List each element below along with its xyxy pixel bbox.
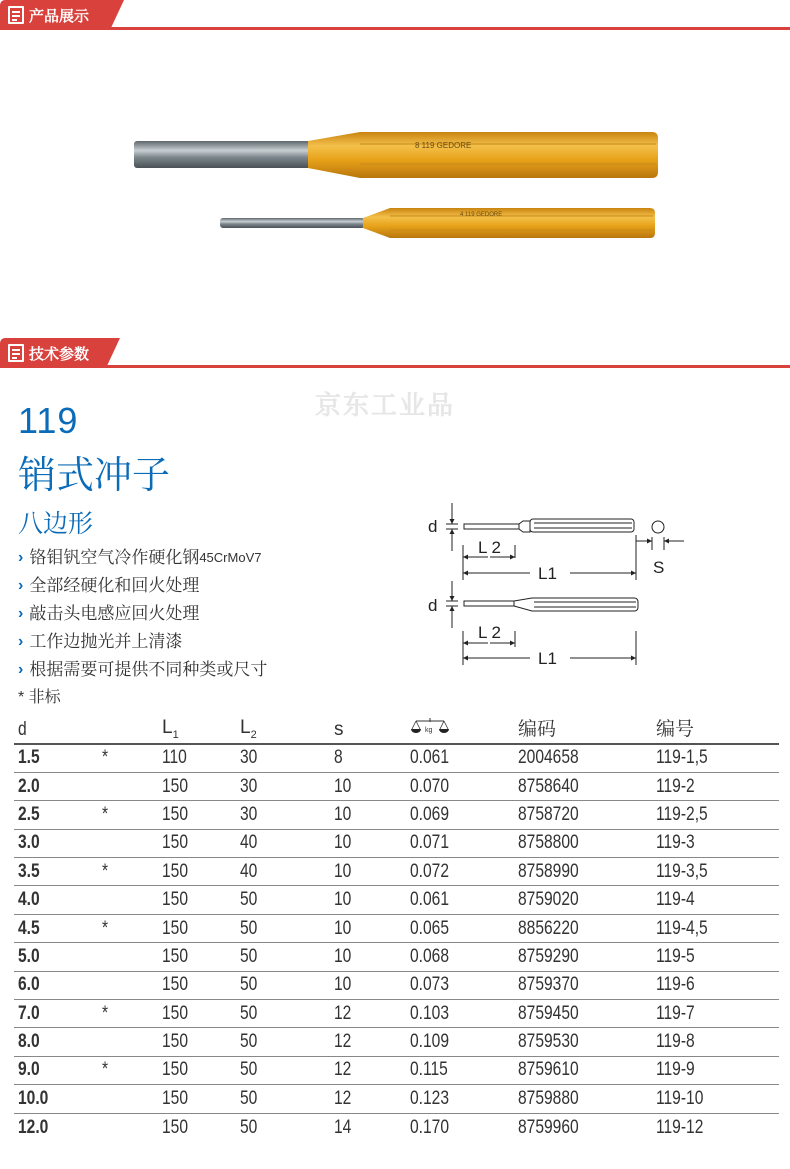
product-subtitle: 八边形 (18, 510, 94, 538)
cell-number: 119-5 (656, 943, 779, 971)
cell-d: 3.0 (14, 829, 102, 857)
cell-weight: 0.070 (410, 772, 518, 800)
table-row (14, 858, 779, 886)
cell-mark (102, 886, 162, 914)
cell-s: 12 (334, 1085, 410, 1113)
cell-number: 119-4,5 (656, 914, 779, 942)
cell-number: 119-4 (656, 886, 779, 914)
col-header-s: s (334, 712, 410, 744)
table-header-row (14, 712, 779, 744)
feature-item: › 根据需要可提供不同种类或尺寸 (18, 656, 267, 684)
cell-code: 8759960 (518, 1116, 579, 1138)
large-punch-label: 8 119 GEDORE (415, 141, 472, 150)
cell-mark (102, 1085, 162, 1113)
cell-mark (102, 943, 162, 971)
feature-item: › 敲击头电感应回火处理 (18, 600, 267, 628)
table-row (14, 914, 779, 942)
cell-mark: * (102, 1056, 162, 1084)
cell-d: 4.0 (14, 886, 102, 914)
product-name: 销式冲子 (18, 455, 171, 497)
feature-list (18, 544, 267, 684)
document-icon (8, 6, 24, 24)
cell-mark: * (102, 801, 162, 829)
cell-s: 10 (334, 772, 410, 800)
table-row (14, 1028, 779, 1056)
cell-d: 3.5 (14, 858, 102, 886)
cell-number: 119-10 (656, 1085, 779, 1113)
cell-number: 119-7 (656, 1000, 779, 1028)
cell-s: 12 (334, 1056, 410, 1084)
cell-weight: 0.123 (410, 1085, 518, 1113)
cell-mark (102, 971, 162, 999)
cell-code: 8758720 (518, 801, 656, 829)
cell-weight: 0.068 (410, 943, 518, 971)
cell-l1: 150 (162, 1116, 188, 1138)
cell-l2: 50 (240, 1056, 334, 1084)
col-header-l2: $L_2$ (240, 712, 334, 744)
chevron-right-icon: › (18, 661, 24, 678)
cell-s: 10 (334, 971, 410, 999)
dim-label-l2: L 2 (478, 538, 502, 557)
chevron-right-icon: › (18, 605, 24, 622)
cell-code: 8758990 (518, 858, 656, 886)
cell-code: 8759880 (518, 1085, 656, 1113)
spec-table (14, 712, 779, 1141)
cell-weight: 0.170 (410, 1116, 449, 1138)
cell-weight: 0.115 (410, 1056, 518, 1084)
cell-code: 8758640 (518, 772, 656, 800)
col-header-code: 编码 (518, 712, 656, 744)
section-header-tech-params (0, 338, 790, 370)
table-row (14, 943, 779, 971)
cell-code: 8758800 (518, 829, 656, 857)
watermark: 京东工业品 (315, 390, 456, 420)
cell-s: 10 (334, 801, 410, 829)
cell-l1: 150 (162, 943, 240, 971)
table-row (14, 772, 779, 800)
dim-label-l2: L 2 (478, 623, 502, 642)
cell-mark (102, 829, 162, 857)
cell-l2: 50 (240, 1000, 334, 1028)
cell-l2: 50 (240, 1116, 258, 1138)
table-row (14, 1056, 779, 1084)
cell-mark (102, 1028, 162, 1056)
cell-l1: 150 (162, 886, 240, 914)
cell-weight: 0.065 (410, 914, 518, 942)
cell-code: 2004658 (518, 744, 656, 772)
cell-weight: 0.072 (410, 858, 518, 886)
dim-label-l1: L1 (538, 649, 557, 668)
cell-s: 10 (334, 943, 410, 971)
chevron-right-icon: › (18, 633, 24, 650)
cell-s: 10 (334, 829, 410, 857)
cell-weight: 0.071 (410, 829, 518, 857)
feature-item: › 全部经硬化和回火处理 (18, 572, 267, 600)
cell-l2: 40 (240, 858, 334, 886)
cell-mark: * (102, 858, 162, 886)
cell-l2: 30 (240, 744, 334, 772)
cell-l1: 150 (162, 801, 240, 829)
cell-l2: 50 (240, 886, 334, 914)
col-header-number: 编号 (656, 712, 779, 744)
table-row (14, 1113, 779, 1141)
cell-code: 8759020 (518, 886, 656, 914)
cell-number: 119-3 (656, 829, 779, 857)
table-row (14, 801, 779, 829)
cell-d: 9.0 (14, 1056, 102, 1084)
table-row (14, 829, 779, 857)
cell-l2: 30 (240, 801, 334, 829)
section-title: 产品展示 (29, 7, 90, 25)
col-header-d: d (14, 712, 102, 744)
cell-l1: 150 (162, 1000, 240, 1028)
col-header-weight (410, 712, 518, 744)
cell-s: 10 (334, 886, 410, 914)
cell-code: 8856220 (518, 914, 656, 942)
cell-number: 119-9 (656, 1056, 779, 1084)
cell-mark: * (102, 744, 162, 772)
cell-weight: 0.061 (410, 886, 518, 914)
cell-l2: 50 (240, 914, 334, 942)
cell-number: 119-3,5 (656, 858, 779, 886)
cell-l1: 150 (162, 1056, 240, 1084)
cell-number: 119-8 (656, 1028, 779, 1056)
cell-code: 8759370 (518, 971, 656, 999)
section-tab (0, 338, 106, 368)
cell-l1: 150 (162, 1028, 240, 1056)
feature-item: › 工作边抛光并上清漆 (18, 628, 267, 656)
table-row (14, 1085, 779, 1113)
cell-mark (102, 772, 162, 800)
cell-l1: 150 (162, 914, 240, 942)
dim-label-d: d (428, 596, 438, 615)
cell-l2: 30 (240, 772, 334, 800)
cell-l1: 150 (162, 829, 240, 857)
cell-l2: 50 (240, 943, 334, 971)
cell-d: 7.0 (14, 1000, 102, 1028)
cell-s: 8 (334, 744, 410, 772)
svg-text:kg: kg (425, 727, 433, 734)
cell-d: 10.0 (14, 1085, 102, 1113)
col-header-l1: $L_1$ (162, 712, 240, 744)
cell-s: 12 (334, 1000, 410, 1028)
scale-weight-icon (410, 717, 450, 735)
table-row (14, 886, 779, 914)
dim-label-s: S (653, 558, 665, 577)
cell-code: 8759290 (518, 943, 656, 971)
cell-weight: 0.061 (410, 744, 518, 772)
cell-weight: 0.103 (410, 1000, 518, 1028)
cell-mark (102, 1113, 162, 1141)
table-row (14, 971, 779, 999)
cell-s: 14 (334, 1116, 352, 1138)
cell-d: 1.5 (14, 744, 102, 772)
section-tab (0, 0, 110, 30)
cell-weight: 0.073 (410, 971, 518, 999)
cell-l2: 50 (240, 1028, 334, 1056)
cell-l1: 150 (162, 858, 240, 886)
cell-d: 5.0 (14, 943, 102, 971)
cell-code: 8759530 (518, 1028, 656, 1056)
cell-s: 10 (334, 858, 410, 886)
cell-number: 119-12 (656, 1116, 704, 1138)
section-title: 技术参数 (29, 345, 90, 363)
cell-code: 8759610 (518, 1056, 656, 1084)
document-icon (8, 344, 24, 362)
cell-weight: 0.109 (410, 1028, 518, 1056)
chevron-right-icon: › (18, 549, 24, 566)
feature-item: › 铬钼钒空气冷作硬化钢 45CrMoV7 (18, 544, 267, 572)
small-punch-label: 4 119 GEDORE (460, 212, 503, 218)
product-image (120, 120, 670, 250)
cell-code: 8759450 (518, 1000, 656, 1028)
cell-number: 119-2,5 (656, 801, 779, 829)
cell-l2: 50 (240, 1085, 334, 1113)
footnote: * 非标 (18, 689, 61, 706)
table-row (14, 744, 779, 772)
cell-d: 4.5 (14, 914, 102, 942)
cell-number: 119-1,5 (656, 744, 779, 772)
cell-number: 119-6 (656, 971, 779, 999)
cell-l1: 110 (162, 744, 240, 772)
dim-label-d: d (428, 517, 438, 536)
table-row (14, 1000, 779, 1028)
cell-s: 12 (334, 1028, 410, 1056)
product-number: 119 (18, 400, 79, 441)
cell-d: 12.0 (18, 1116, 49, 1138)
cell-d: 6.0 (14, 971, 102, 999)
cell-l1: 150 (162, 772, 240, 800)
cell-l2: 50 (240, 971, 334, 999)
cell-d: 8.0 (14, 1028, 102, 1056)
cell-mark: * (102, 1000, 162, 1028)
section-header-product-display (0, 0, 790, 32)
cell-mark: * (102, 914, 162, 942)
cell-l1: 150 (162, 1085, 240, 1113)
dim-label-l1: L1 (538, 564, 557, 583)
cell-s: 10 (334, 914, 410, 942)
cell-d: 2.5 (14, 801, 102, 829)
cell-d: 2.0 (14, 772, 102, 800)
cell-l2: 40 (240, 829, 334, 857)
chevron-right-icon: › (18, 577, 24, 594)
cell-weight: 0.069 (410, 801, 518, 829)
col-header-mark (102, 712, 162, 744)
technical-diagram (410, 495, 710, 675)
cell-l1: 150 (162, 971, 240, 999)
cell-number: 119-2 (656, 772, 779, 800)
